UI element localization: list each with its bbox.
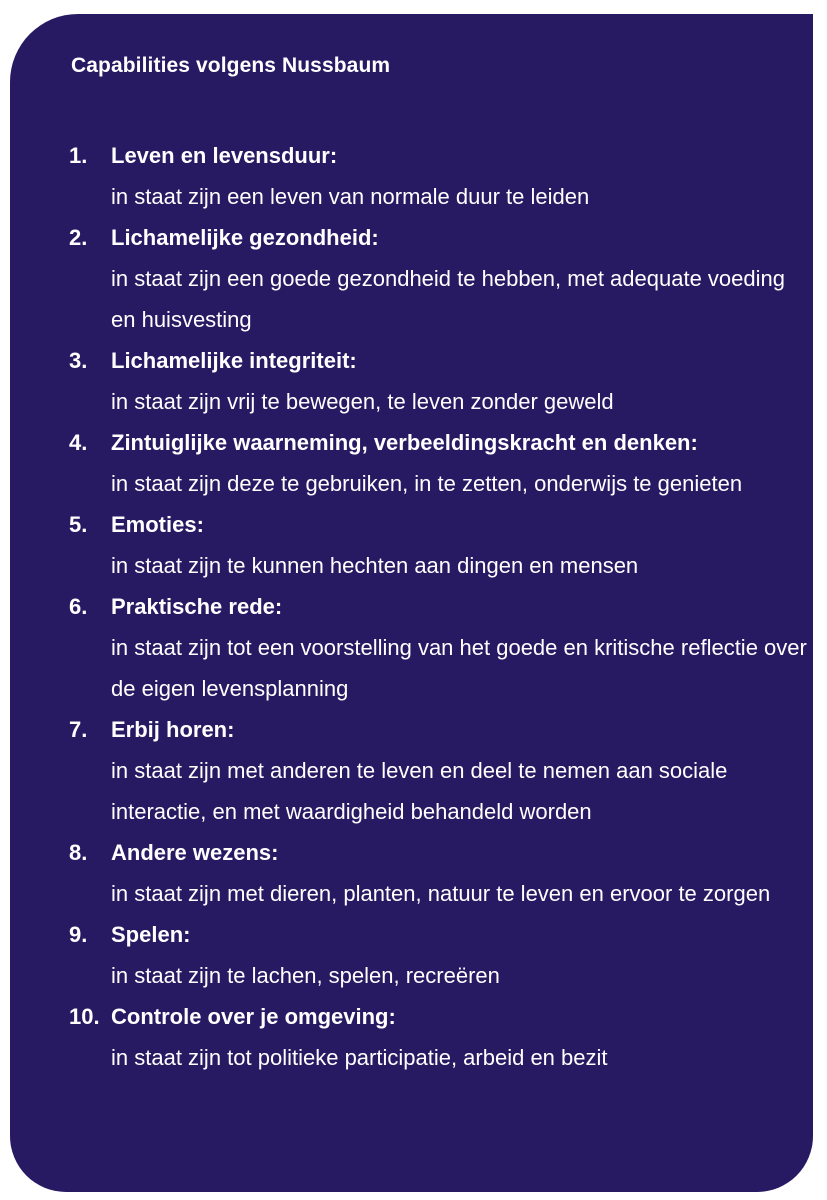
item-number: 4. (69, 430, 88, 455)
item-number: 2. (69, 225, 88, 250)
item-heading: Lichamelijke integriteit: (111, 348, 357, 373)
list-item (69, 709, 809, 832)
item-heading: Controle over je omgeving: (111, 1004, 396, 1029)
list-item (69, 914, 809, 996)
item-description: in staat zijn met dieren, planten, natuur te leven en ervoor te zorgen (111, 881, 771, 906)
list-item (69, 422, 809, 504)
item-number: 10. (69, 1004, 100, 1029)
list-item (69, 135, 809, 217)
list-item (69, 217, 809, 340)
item-number: 1. (69, 143, 88, 168)
list-item (69, 586, 809, 709)
item-description: in staat zijn tot politieke participatie, arbeid en bezit (111, 1045, 608, 1070)
item-heading: Leven en levensduur: (111, 143, 338, 168)
item-heading: Emoties: (111, 512, 204, 537)
list-item (69, 340, 809, 422)
item-heading: Andere wezens: (111, 840, 279, 865)
item-heading: Spelen: (111, 922, 191, 947)
item-heading: Lichamelijke gezondheid: (111, 225, 379, 250)
item-description: in staat zijn een goede gezondheid te hebben, met adequate voeding en huisvesting (111, 266, 785, 332)
item-number: 3. (69, 348, 88, 373)
item-heading: Erbij horen: (111, 717, 235, 742)
item-number: 9. (69, 922, 88, 947)
item-description: in staat zijn een leven van normale duur te leiden (111, 184, 590, 209)
item-description: in staat zijn te lachen, spelen, recreëren (111, 963, 500, 988)
item-number: 7. (69, 717, 88, 742)
capabilities-list (69, 135, 809, 1078)
item-description: in staat zijn met anderen te leven en deel te nemen aan sociale interactie, en met waardigheid behandeld worden (111, 758, 728, 824)
item-heading: Zintuiglijke waarneming, verbeeldingskracht en denken: (111, 430, 698, 455)
item-number: 6. (69, 594, 88, 619)
capabilities-card (10, 14, 813, 1192)
list-item (69, 996, 809, 1078)
item-description: in staat zijn vrij te bewegen, te leven zonder geweld (111, 389, 614, 414)
item-description: in staat zijn tot een voorstelling van het goede en kritische reflectie over de eigen levensplanning (111, 635, 807, 701)
list-item (69, 504, 809, 586)
item-heading: Praktische rede: (111, 594, 283, 619)
item-description: in staat zijn te kunnen hechten aan dingen en mensen (111, 553, 639, 578)
item-number: 5. (69, 512, 88, 537)
card-title: Capabilities volgens Nussbaum (71, 54, 391, 77)
list-item (69, 832, 809, 914)
item-number: 8. (69, 840, 88, 865)
item-description: in staat zijn deze te gebruiken, in te zetten, onderwijs te genieten (111, 471, 743, 496)
